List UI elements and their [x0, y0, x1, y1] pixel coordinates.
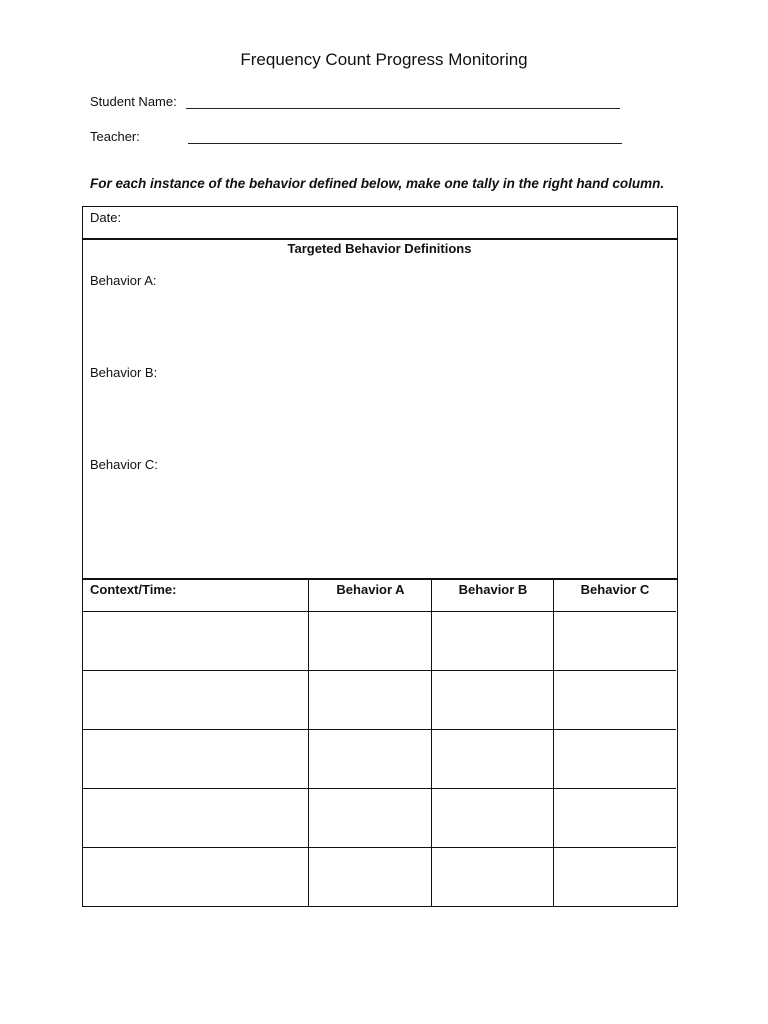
behavior-c-definition-label: Behavior C: — [90, 457, 158, 472]
student-name-label: Student Name: — [90, 94, 177, 109]
behavior-b-definition-label: Behavior B: — [90, 365, 158, 380]
teacher-label: Teacher: — [90, 129, 140, 144]
column-divider — [431, 579, 432, 906]
row-divider — [83, 611, 676, 612]
student-name-row — [90, 93, 630, 111]
student-name-line[interactable] — [186, 108, 620, 109]
page-title: Frequency Count Progress Monitoring — [240, 50, 528, 69]
definitions-heading: Targeted Behavior Definitions — [287, 241, 472, 256]
teacher-row — [90, 128, 630, 146]
row-divider — [83, 847, 676, 848]
date-label: Date: — [90, 210, 122, 225]
instruction-text: For each instance of the behavior defined below, make one tally in the right hand column. — [90, 176, 665, 191]
date-box[interactable] — [82, 206, 678, 240]
tally-table — [82, 578, 678, 907]
row-divider — [83, 670, 676, 671]
definitions-box — [82, 238, 678, 580]
row-divider — [83, 729, 676, 730]
header-behavior-c: Behavior C — [580, 582, 650, 597]
column-divider — [308, 579, 309, 906]
row-divider — [83, 788, 676, 789]
header-behavior-a: Behavior A — [336, 582, 405, 597]
teacher-line[interactable] — [188, 143, 622, 144]
header-context-time: Context/Time: — [90, 582, 177, 597]
behavior-a-definition-label: Behavior A: — [90, 273, 157, 288]
column-divider — [553, 579, 554, 906]
header-behavior-b: Behavior B — [458, 582, 528, 597]
